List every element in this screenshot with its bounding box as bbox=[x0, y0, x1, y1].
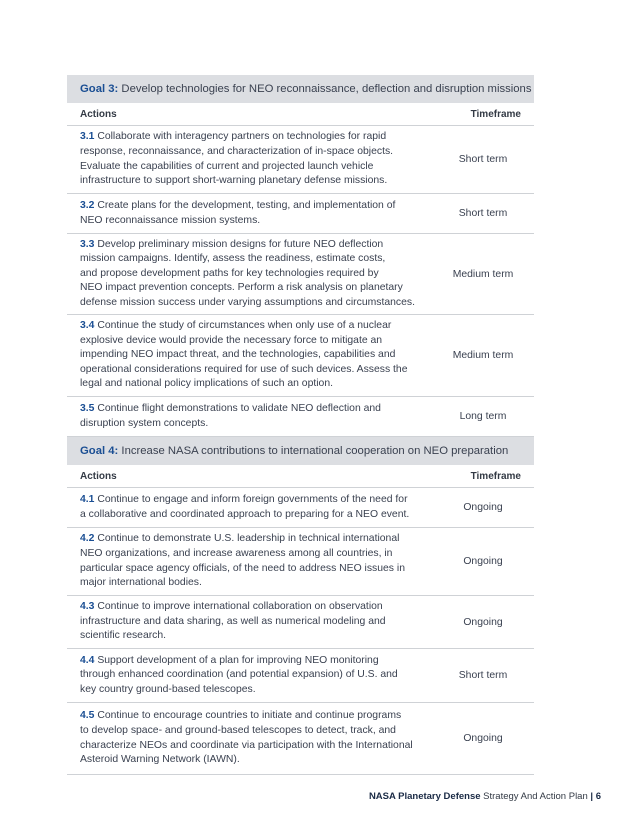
action-number: 3.2 bbox=[80, 199, 95, 211]
goal-3-label: Goal 3: bbox=[80, 83, 119, 95]
page-footer bbox=[369, 791, 601, 802]
footer-separator: | bbox=[590, 791, 594, 802]
goal-4-column-headers bbox=[67, 465, 534, 488]
goal-3-column-headers bbox=[67, 103, 534, 126]
goal-4-header bbox=[67, 437, 534, 465]
footer-subtitle: Strategy And Action Plan bbox=[480, 791, 591, 802]
footer-title: NASA Planetary Defense bbox=[368, 791, 481, 802]
action-text: Support development of a plan for improving NEO monitoring through enhanced coordination (and potential expansion) of U.S. and key country ground-based telescopes. bbox=[80, 654, 398, 695]
goal-4-label: Goal 4: bbox=[80, 445, 119, 457]
actions-column-header: Actions bbox=[80, 108, 117, 120]
timeframe-cell: Ongoing bbox=[463, 733, 503, 744]
action-cell bbox=[80, 493, 425, 522]
timeframe-cell: Medium term bbox=[452, 350, 514, 361]
action-cell bbox=[80, 319, 425, 392]
timeframe-cell: Short term bbox=[458, 154, 508, 165]
action-text: Develop preliminary mission designs for future NEO deflection mission campaigns. Identify, assess the readiness, estimate costs, and propose development paths for key technologies required by NEO impact prevention concepts. Perform a risk analysis on planetary defense mission success under varying assumptions and circumstances. bbox=[80, 238, 415, 308]
table-row-4-2 bbox=[67, 528, 534, 596]
goal-4-title: Increase NASA contributions to international cooperation on NEO preparation bbox=[118, 445, 509, 457]
table-row-3-4 bbox=[67, 315, 534, 397]
action-text: Continue to encourage countries to initiate and continue programs to develop space- and ground-based telescopes to detect, track, and characterize NEOs and coordinate via participation with the International Asteroid Warning Network (IAWN). bbox=[80, 710, 413, 766]
action-cell bbox=[80, 402, 425, 431]
goal-3-header bbox=[67, 75, 534, 103]
action-number: 4.1 bbox=[80, 493, 95, 505]
action-text: Continue to improve international collaboration on observation infrastructure and data sharing, as well as numerical modeling and scientific research. bbox=[80, 601, 386, 642]
action-cell bbox=[80, 130, 425, 188]
table-row-4-4 bbox=[67, 649, 534, 703]
action-cell bbox=[80, 654, 425, 698]
timeframe-cell: Medium term bbox=[452, 268, 514, 280]
action-tables bbox=[67, 75, 534, 775]
action-number: 4.2 bbox=[80, 533, 95, 545]
action-text: Create plans for the development, testing, and implementation of NEO reconnaissance mission systems. bbox=[80, 199, 396, 226]
action-text: Continue to demonstrate U.S. leadership in technical international NEO organizations, and increase awareness among all countries, in particular space agency officials, of the need to address NEO issues in major international bodies. bbox=[80, 533, 405, 589]
table-row-3-3 bbox=[67, 234, 534, 315]
action-text: Collaborate with interagency partners on technologies for rapid response, reconnaissance, and characterization of in-space objects. Evaluate the capabilities of current and projected launch vehicle infrastructure to support short-warning planetary defense missions. bbox=[80, 131, 394, 187]
timeframe-cell: Short term bbox=[458, 208, 508, 219]
action-number: 4.4 bbox=[80, 654, 95, 666]
table-row-3-5 bbox=[67, 397, 534, 437]
table-row-4-5 bbox=[67, 703, 534, 775]
timeframe-cell: Long term bbox=[459, 411, 507, 422]
action-text: Continue flight demonstrations to validate NEO deflection and disruption system concepts. bbox=[80, 402, 381, 429]
timeframe-column-header: Timeframe bbox=[470, 108, 521, 120]
action-text: Continue the study of circumstances when only use of a nuclear explosive device would provide the necessary force to mitigate an impending NEO impact threat, and the technologies, capabilities and operational considerations required for use of such devices. Assess the legal and national policy implications of such an option. bbox=[80, 320, 408, 390]
action-cell bbox=[80, 532, 425, 590]
action-number: 3.5 bbox=[80, 402, 95, 414]
action-number: 4.5 bbox=[80, 710, 95, 722]
timeframe-cell: Short term bbox=[458, 670, 508, 681]
action-cell bbox=[80, 199, 425, 228]
table-row-4-1 bbox=[67, 488, 534, 528]
action-cell bbox=[80, 600, 425, 644]
goal-3-title: Develop technologies for NEO reconnaissance, deflection and disruption missions bbox=[118, 83, 532, 95]
timeframe-column-header: Timeframe bbox=[470, 470, 521, 482]
table-row-3-1 bbox=[67, 126, 534, 194]
table-row-4-3 bbox=[67, 596, 534, 649]
actions-column-header: Actions bbox=[80, 470, 117, 482]
action-cell bbox=[80, 709, 425, 767]
timeframe-cell: Ongoing bbox=[463, 502, 503, 513]
action-number: 3.1 bbox=[80, 131, 95, 143]
action-number: 4.3 bbox=[80, 601, 95, 613]
action-text: Continue to engage and inform foreign governments of the need for a collaborative and coordinated approach to preparing for a NEO event. bbox=[80, 493, 410, 520]
page-number: 6 bbox=[593, 791, 601, 802]
action-cell bbox=[80, 238, 425, 311]
timeframe-cell: Ongoing bbox=[463, 616, 503, 628]
action-number: 3.3 bbox=[80, 238, 95, 250]
table-row-3-2 bbox=[67, 194, 534, 234]
action-number: 3.4 bbox=[80, 320, 95, 332]
timeframe-cell: Ongoing bbox=[463, 556, 503, 567]
